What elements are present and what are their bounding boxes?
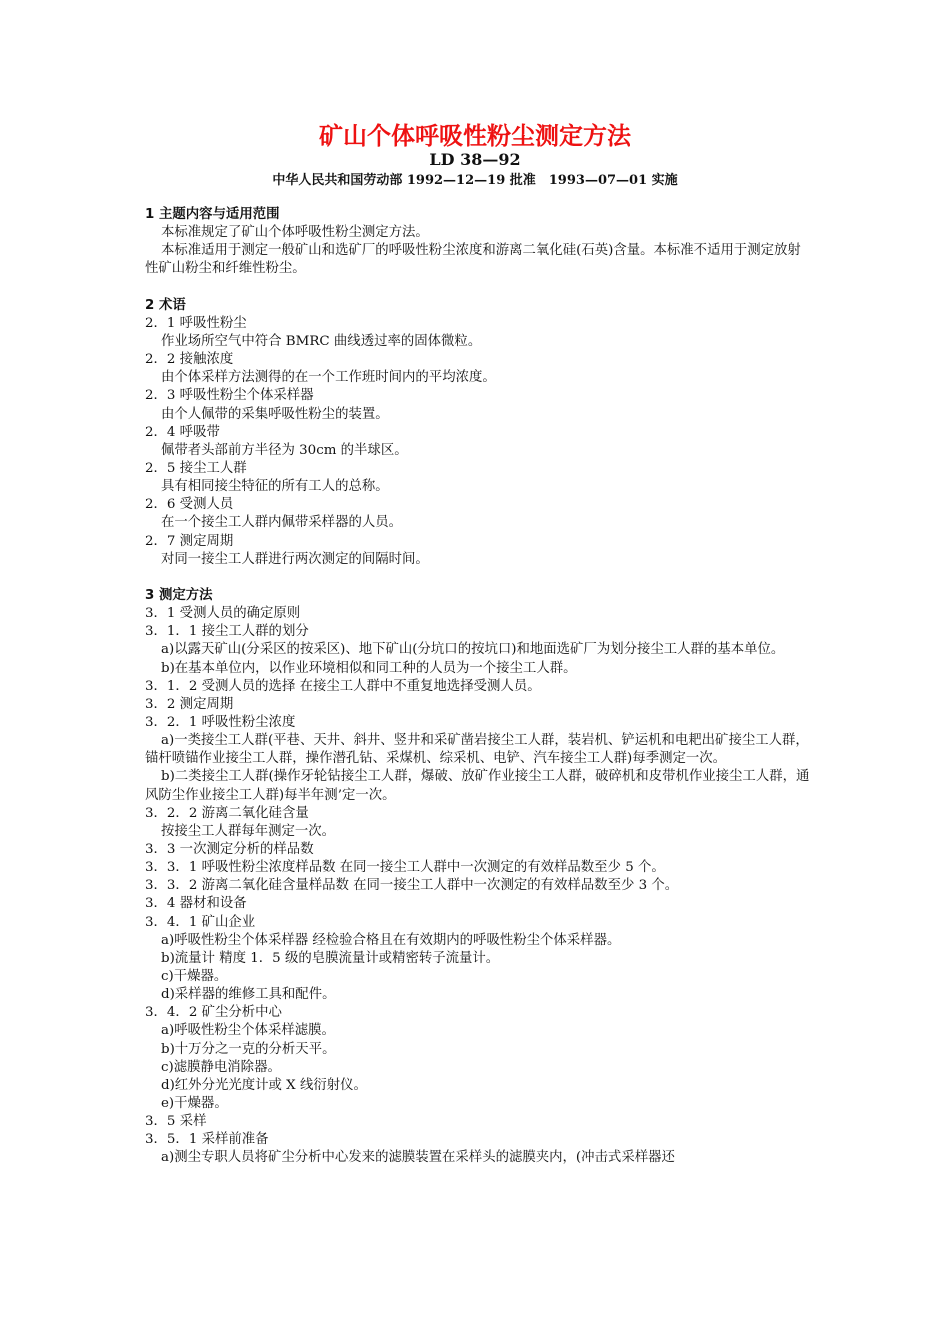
list-item: c)滤膜静电消除器。 — [161, 1059, 281, 1075]
subsection-heading: 3．3．2 游离二氧化硅含量样品数 在同一接尘工人群中一次测定的有效样品数至少 3 个。 — [145, 878, 679, 894]
term-heading: 2．4 呼吸带 — [145, 424, 220, 440]
subsection-heading: 3．1 受测人员的确定原则 — [145, 606, 301, 622]
paragraph: 本标准规定了矿山个体呼吸性粉尘测定方法。 — [161, 225, 429, 241]
term-heading: 2．5 接尘工人群 — [145, 461, 247, 476]
term-definition: 对同一接尘工人群进行两次测定的间隔时间。 — [161, 551, 429, 567]
list-item: c)干燥器。 — [161, 969, 228, 985]
subsection-heading: 3．4．1 矿山企业 — [145, 914, 256, 930]
term-definition: 佩带者头部前方半径为 30cm 的半球区。 — [161, 442, 408, 458]
subsection-heading: 3．4 器材和设备 — [145, 896, 247, 912]
subsection-heading: 3．4．2 矿尘分析中心 — [145, 1005, 282, 1021]
paragraph: 按接尘工人群每年测定一次。 — [161, 823, 336, 839]
section-3-heading: 3 测定方法 — [145, 587, 213, 603]
term-heading: 2．1 呼吸性粉尘 — [145, 315, 247, 331]
list-item: d)采样器的维修工具和配件。 — [161, 987, 336, 1003]
term-definition: 由个人佩带的采集呼吸性粉尘的装置。 — [161, 406, 389, 422]
list-item: b)流量计 精度 1．5 级的皂膜流量计或精密转子流量计。 — [161, 950, 500, 966]
list-item: a)呼吸性粉尘个体采样器 经检验合格且在有效期内的呼吸性粉尘个体采样器。 — [161, 932, 621, 948]
subsection-heading: 3．1．2 受测人员的选择 在接尘工人群中不重复地选择受测人员。 — [145, 678, 541, 694]
subsection-heading: 3．2 测定周期 — [145, 696, 234, 712]
term-definition: 作业场所空气中符合 BMRC 曲线透过率的固体微粒。 — [161, 334, 482, 350]
list-item: a)一类接尘工人群(平巷、天井、斜井、竖井和采矿凿岩接尘工人群，装岩机、铲运机和电耙出矿接尘工人群，锚杆喷锚作业接尘工人群，操作潜孔钻、采煤机、综采机、电铲、汽车接尘工人群)每季测定一次。 — [145, 733, 809, 767]
section-1-heading: 1 主题内容与适用范围 — [145, 207, 280, 222]
term-heading: 2．2 接触浓度 — [145, 352, 234, 368]
list-item: a)呼吸性粉尘个体采样滤膜。 — [161, 1023, 335, 1039]
term-heading: 2．7 测定周期 — [145, 533, 234, 549]
subsection-heading: 3．5．1 采样前准备 — [145, 1132, 269, 1148]
term-heading: 2．6 受测人员 — [145, 497, 234, 513]
subsection-heading: 3．2．2 游离二氧化硅含量 — [145, 805, 309, 821]
list-item: b)二类接尘工人群(操作牙轮钻接尘工人群，爆破、放矿作业接尘工人群，破碎机和皮带机作业接尘工人群，通风防尘作业接尘工人群)每半年测’定一次。 — [145, 769, 810, 803]
section-2-heading: 2 术语 — [145, 297, 186, 313]
list-item: e)干燥器。 — [161, 1096, 228, 1111]
document-title: 矿山个体呼吸性粉尘测定方法 — [319, 122, 631, 150]
list-item: d)红外分光光度计或 X 线衍射仪。 — [161, 1077, 367, 1093]
subsection-heading: 3．1．1 接尘工人群的划分 — [145, 624, 309, 640]
term-heading: 2．3 呼吸性粉尘个体采样器 — [145, 388, 314, 404]
subsection-heading: 3．2．1 呼吸性粉尘浓度 — [145, 714, 296, 730]
list-item: b)在基本单位内，以作业环境相似和同工种的人员为一个接尘工人群。 — [161, 660, 577, 676]
subsection-heading: 3．3 一次测定分析的样品数 — [145, 842, 314, 858]
document-body — [145, 206, 810, 1168]
subsection-heading: 3．5 采样 — [145, 1114, 207, 1130]
subsection-heading: 3．3．1 呼吸性粉尘浓度样品数 在同一接尘工人群中一次测定的有效样品数至少 5 个。 — [145, 860, 665, 876]
approval-line: 中华人民共和国劳动部 1992—12—19 批准 1993—07—01 实施 — [272, 173, 678, 188]
standard-code: LD 38—92 — [429, 150, 521, 169]
term-definition: 在一个接尘工人群内佩带采样器的人员。 — [161, 515, 403, 531]
paragraph: 本标准适用于测定一般矿山和选矿厂的呼吸性粉尘浓度和游离二氧化硅(石英)含量。本标准不适用于测定放射性矿山粉尘和纤维性粉尘。 — [145, 243, 801, 277]
list-item: a)以露天矿山(分采区的按采区)、地下矿山(分坑口的按坑口)和地面选矿厂为划分接尘工人群的基本单位。 — [161, 642, 785, 658]
term-definition: 由个体采样方法测得的在一个工作班时间内的平均浓度。 — [161, 370, 496, 386]
list-item: b)十万分之一克的分析天平。 — [161, 1041, 336, 1057]
term-definition: 具有相同接尘特征的所有工人的总称。 — [161, 479, 389, 495]
list-item: a)测尘专职人员将矿尘分析中心发来的滤膜装置在采样头的滤膜夹内，(冲击式采样器还 — [161, 1150, 675, 1166]
